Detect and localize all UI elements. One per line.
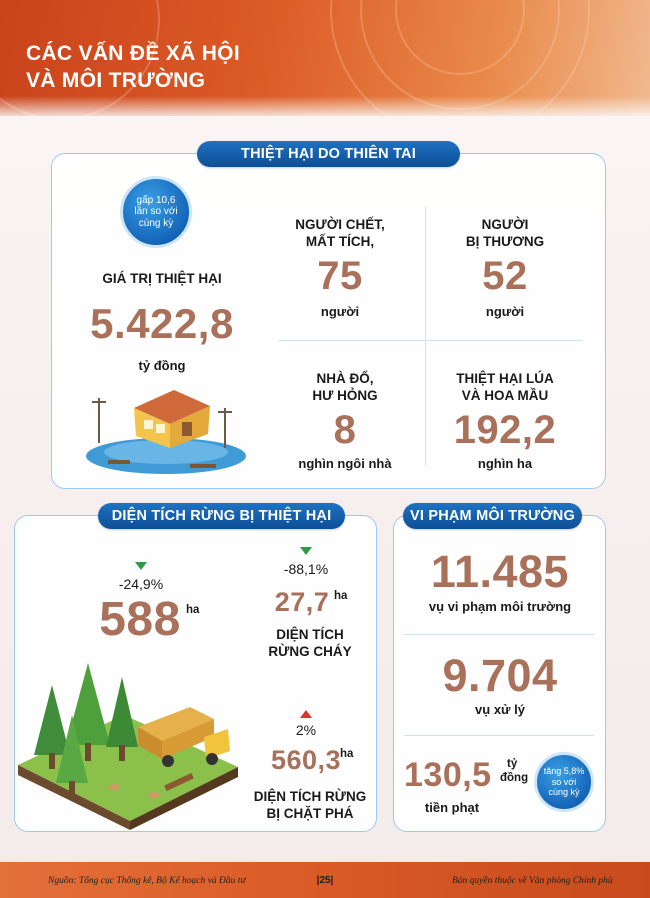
- crops-value: 192,2: [453, 408, 557, 452]
- tree-stump: [148, 792, 160, 798]
- badge-line: gấp 10,6: [136, 194, 176, 206]
- injured-label-line: BỊ THƯƠNG: [465, 234, 545, 249]
- injured-unit: người: [485, 304, 525, 319]
- badge-line: tăng 5,8%: [543, 766, 585, 777]
- environment-divider: [404, 735, 594, 736]
- injured-label-line: NGƯỜI: [481, 217, 529, 232]
- fine-value: 130,5: [404, 756, 492, 794]
- total-down-arrow-icon: [135, 562, 147, 570]
- damage-compare-badge: [120, 176, 192, 248]
- header-banner: [0, 0, 650, 116]
- page-title-line-1: CÁC VẤN ĐỀ XÃ HỘI: [26, 42, 240, 65]
- injured-value: 52: [482, 254, 528, 298]
- fire-label-line: RỪNG CHÁY: [268, 644, 352, 659]
- total-change: -24,9%: [118, 576, 164, 592]
- logging-label-line: DIỆN TÍCH RỪNG: [253, 789, 367, 804]
- fine-label: tiền phạt: [424, 800, 480, 815]
- dead-label-line: NGƯỜI CHẾT,: [295, 217, 385, 232]
- damage-unit: tỷ đồng: [138, 358, 186, 373]
- header-fade: [0, 96, 650, 116]
- damage-label: GIÁ TRỊ THIỆT HẠI: [102, 271, 222, 286]
- houses-value: 8: [333, 408, 357, 452]
- crops-label: [440, 370, 570, 404]
- environment-pill: VI PHẠM MÔI TRƯỜNG: [403, 503, 582, 529]
- utility-pole-right: [224, 408, 226, 448]
- floating-debris: [108, 460, 130, 464]
- disaster-divider-vertical: [425, 206, 426, 466]
- logging-label: [240, 788, 380, 822]
- dead-label-line: MẤT TÍCH,: [305, 234, 375, 249]
- badge-line: cùng kỳ: [548, 787, 580, 798]
- house-window: [156, 424, 165, 433]
- logging-unit: ha: [340, 748, 354, 760]
- houses-label-line: NHÀ ĐỔ,: [316, 371, 374, 386]
- dead-missing-label: [270, 216, 410, 250]
- handled-label: vụ xử lý: [475, 702, 525, 717]
- house-window: [144, 420, 153, 429]
- crops-label-line: VÀ HOA MẦU: [461, 388, 549, 403]
- page-footer: [0, 862, 650, 898]
- disaster-divider-horizontal: [278, 340, 583, 341]
- badge-line: cùng kỳ: [138, 217, 174, 229]
- houses-label: [275, 370, 415, 404]
- fire-change: -88,1%: [283, 561, 329, 577]
- fire-unit: ha: [334, 590, 348, 602]
- logging-up-arrow-icon: [300, 710, 312, 718]
- house-door: [182, 422, 192, 436]
- forest-pill: DIỆN TÍCH RỪNG BỊ THIỆT HẠI: [98, 503, 345, 529]
- badge-line: so với: [551, 776, 577, 787]
- damage-value: 5.422,8: [90, 300, 234, 347]
- houses-unit: nghìn ngôi nhà: [298, 456, 392, 471]
- fine-compare-badge: [534, 752, 594, 812]
- tree-stump: [108, 784, 120, 790]
- fire-label: [250, 626, 370, 660]
- disaster-pill: THIỆT HẠI DO THIÊN TAI: [197, 141, 460, 167]
- total-forest-value: 588: [99, 593, 181, 646]
- page-number: |25|: [316, 875, 334, 886]
- dead-missing-unit: người: [320, 304, 360, 319]
- environment-divider: [404, 634, 594, 635]
- houses-label-line: HƯ HỎNG: [312, 388, 378, 403]
- footer-source: Nguồn: Tổng cục Thống kê, Bộ Kế hoạch và Đầu tư: [48, 876, 246, 886]
- fire-label-line: DIỆN TÍCH: [276, 627, 344, 642]
- violations-value: 11.485: [430, 546, 570, 597]
- crops-label-line: THIỆT HẠI LÚA: [456, 371, 554, 386]
- dead-missing-value: 75: [317, 254, 363, 298]
- flood-house-illustration: [78, 378, 248, 478]
- fine-unit-line-2: đồng: [500, 772, 529, 784]
- crops-unit: nghìn ha: [477, 456, 533, 471]
- logging-change: 2%: [295, 722, 317, 738]
- violations-label: vụ vi phạm môi trường: [428, 599, 572, 614]
- total-forest-unit: ha: [186, 604, 200, 616]
- utility-pole-left: [98, 398, 100, 443]
- logging-label-line: BỊ CHẶT PHÁ: [266, 806, 354, 821]
- handled-value: 9.704: [442, 650, 558, 701]
- footer-copyright: Bản quyền thuộc về Văn phòng Chính phủ: [452, 876, 613, 886]
- injured-label: [445, 216, 565, 250]
- fine-unit-line-1: tỷ: [507, 758, 518, 770]
- page-title-line-2: VÀ MÔI TRƯỜNG: [26, 69, 206, 92]
- page-title: [26, 40, 240, 94]
- deforestation-illustration: [14, 655, 242, 830]
- logging-value: 560,3: [270, 745, 342, 775]
- fire-down-arrow-icon: [300, 547, 312, 555]
- fire-value: 27,7: [274, 587, 330, 617]
- floating-debris: [190, 464, 216, 468]
- badge-line: lần so với: [134, 206, 178, 218]
